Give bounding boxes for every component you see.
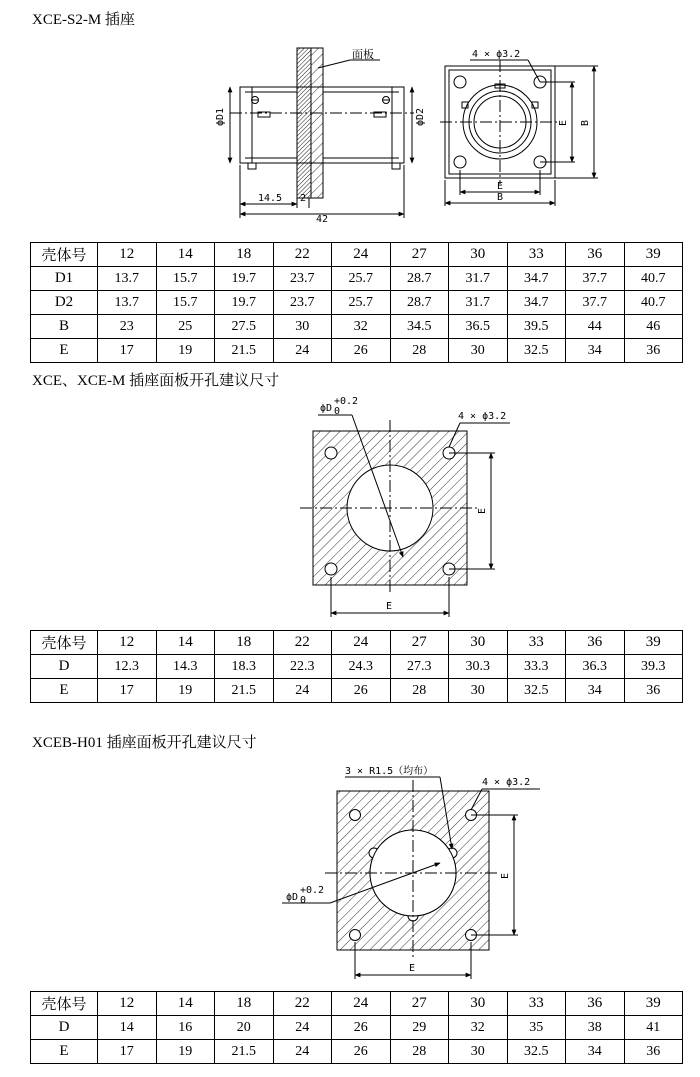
row-label-cell: B: [31, 315, 98, 339]
row-label-cell: E: [31, 1040, 98, 1064]
table-cell: 22.3: [273, 655, 332, 679]
table-cell: 30: [449, 679, 508, 703]
table-cell: 23: [98, 315, 157, 339]
d1-label: ϕD1: [215, 107, 226, 126]
table-cell: 18: [215, 992, 274, 1016]
e-label-side: E: [558, 119, 569, 126]
table-row: [31, 315, 683, 339]
table-cell: 40.7: [624, 267, 683, 291]
table-row: [31, 267, 683, 291]
row-label-cell: 壳体号: [31, 631, 98, 655]
table-cell: 36: [566, 243, 625, 267]
table-cell: 26: [332, 1016, 391, 1040]
receptacle-drawing: [0, 0, 700, 235]
row-label-cell: E: [31, 339, 98, 363]
table-cell: 33: [507, 631, 566, 655]
table-cell: 34.7: [507, 267, 566, 291]
table-cell: 24: [332, 992, 391, 1016]
b-label-side: B: [580, 119, 591, 126]
holes-label-2: 4 × ϕ3.2: [458, 411, 507, 422]
table-cell: 13.7: [98, 291, 157, 315]
d-tol-lower: 0: [334, 406, 341, 417]
row-label-cell: 壳体号: [31, 243, 98, 267]
table-cell: 21.5: [215, 679, 274, 703]
table-cell: 34: [566, 339, 625, 363]
table-cell: 23.7: [273, 267, 332, 291]
table-cell: 22: [273, 631, 332, 655]
table-cell: 14: [156, 243, 215, 267]
table-cell: 17: [98, 1040, 157, 1064]
table-cell: 40.7: [624, 291, 683, 315]
table-cell: 19: [156, 339, 215, 363]
holes-label: 4 × ϕ3.2: [472, 49, 521, 60]
table-cell: 39.3: [624, 655, 683, 679]
table-cell: 34: [566, 679, 625, 703]
table-cell: 33: [507, 992, 566, 1016]
table-cell: 15.7: [156, 291, 215, 315]
table-cell: 19: [156, 1040, 215, 1064]
table-header-row: [31, 992, 683, 1016]
table-cell: 37.7: [566, 267, 625, 291]
row-label-cell: D: [31, 1016, 98, 1040]
table-cell: 28: [390, 679, 449, 703]
table-cell: 28.7: [390, 291, 449, 315]
spec-table-1: [30, 242, 683, 363]
spec-table-3: [30, 991, 683, 1064]
table-cell: 30: [449, 992, 508, 1016]
table-cell: 24: [273, 679, 332, 703]
table-cell: 26: [332, 679, 391, 703]
e-label-side-3: E: [500, 872, 511, 879]
table-cell: 24: [273, 1040, 332, 1064]
table-cell: 26: [332, 1040, 391, 1064]
panel-cutout-drawing-2: [0, 755, 700, 990]
b-label-bottom: B: [497, 192, 504, 203]
table-cell: 24: [273, 339, 332, 363]
table-cell: 36: [566, 631, 625, 655]
table-cell: 39.5: [507, 315, 566, 339]
table-cell: 17: [98, 679, 157, 703]
table-cell: 12: [98, 992, 157, 1016]
table-cell: 12.3: [98, 655, 157, 679]
table-cell: 23.7: [273, 291, 332, 315]
table-row: [31, 339, 683, 363]
table-cell: 25: [156, 315, 215, 339]
table-cell: 30: [449, 1040, 508, 1064]
table-cell: 34: [566, 1040, 625, 1064]
table-cell: 27: [390, 631, 449, 655]
row-label-cell: E: [31, 679, 98, 703]
row-label-cell: 壳体号: [31, 992, 98, 1016]
table-cell: 28: [390, 339, 449, 363]
table-cell: 19.7: [215, 291, 274, 315]
table-cell: 12: [98, 243, 157, 267]
dim-42: 42: [316, 214, 329, 225]
table-cell: 12: [98, 631, 157, 655]
table-cell: 30: [449, 631, 508, 655]
table-cell: 24: [332, 243, 391, 267]
table-cell: 24: [332, 631, 391, 655]
table-cell: 32.5: [507, 679, 566, 703]
d-tol-upper-3: +0.2: [300, 885, 325, 896]
table-cell: 16: [156, 1016, 215, 1040]
row-label-cell: D2: [31, 291, 98, 315]
table-cell: 39: [624, 243, 683, 267]
table-cell: 21.5: [215, 1040, 274, 1064]
table-cell: 33: [507, 243, 566, 267]
table-cell: 36.3: [566, 655, 625, 679]
table-cell: 28: [390, 1040, 449, 1064]
table-cell: 19: [156, 679, 215, 703]
table-cell: 20: [215, 1016, 274, 1040]
table-cell: 31.7: [449, 267, 508, 291]
table-cell: 32.5: [507, 1040, 566, 1064]
table-cell: 15.7: [156, 267, 215, 291]
table-header-row: [31, 631, 683, 655]
table-cell: 19.7: [215, 267, 274, 291]
table-cell: 25.7: [332, 291, 391, 315]
table-cell: 38: [566, 1016, 625, 1040]
table-cell: 18: [215, 243, 274, 267]
dim-2: 2: [300, 193, 307, 204]
table-cell: 39: [624, 992, 683, 1016]
table-cell: 35: [507, 1016, 566, 1040]
d-tol-lower-3: 0: [300, 895, 307, 906]
table-header-row: [31, 243, 683, 267]
table-cell: 32.5: [507, 339, 566, 363]
table-cell: 44: [566, 315, 625, 339]
table-cell: 32: [449, 1016, 508, 1040]
table-cell: 37.7: [566, 291, 625, 315]
table-cell: 34.7: [507, 291, 566, 315]
table-cell: 14: [98, 1016, 157, 1040]
table-cell: 41: [624, 1016, 683, 1040]
table-cell: 32: [332, 315, 391, 339]
table-cell: 14: [156, 631, 215, 655]
table-row: [31, 655, 683, 679]
d-tol-upper: +0.2: [334, 396, 359, 407]
e-label-bottom-3: E: [409, 963, 416, 974]
table-cell: 17: [98, 339, 157, 363]
table-cell: 39: [624, 631, 683, 655]
table-cell: 36.5: [449, 315, 508, 339]
table-cell: 22: [273, 243, 332, 267]
table-cell: 13.7: [98, 267, 157, 291]
table-row: [31, 1016, 683, 1040]
table-row: [31, 679, 683, 703]
holes-label-3: 4 × ϕ3.2: [482, 777, 531, 788]
table-cell: 27.3: [390, 655, 449, 679]
row-label-cell: D: [31, 655, 98, 679]
table-cell: 24.3: [332, 655, 391, 679]
table-row: [31, 1040, 683, 1064]
table-cell: 30: [449, 243, 508, 267]
panel-label: 面板: [352, 49, 374, 61]
table-cell: 14: [156, 992, 215, 1016]
e-label-bottom: E: [497, 181, 504, 192]
d-label-3: ϕD: [286, 892, 299, 903]
keys-label: 3 × R1.5（均布）: [345, 766, 434, 777]
table-cell: 30: [273, 315, 332, 339]
table-cell: 21.5: [215, 339, 274, 363]
table-cell: 29: [390, 1016, 449, 1040]
table-cell: 30: [449, 339, 508, 363]
d-label: ϕD: [320, 403, 333, 414]
e-label-bottom-2: E: [386, 601, 393, 612]
table-cell: 36: [624, 339, 683, 363]
dim-14-5: 14.5: [258, 193, 283, 204]
section2-title: XCE、XCE-M 插座面板开孔建议尺寸: [32, 373, 280, 389]
e-label-side-2: E: [477, 507, 488, 514]
table-cell: 27.5: [215, 315, 274, 339]
table-row: [31, 291, 683, 315]
table-cell: 30.3: [449, 655, 508, 679]
section1-title: XCE-S2-M 插座: [32, 12, 135, 28]
table-cell: 33.3: [507, 655, 566, 679]
table-cell: 27: [390, 992, 449, 1016]
spec-table-2: [30, 630, 683, 703]
table-cell: 25.7: [332, 267, 391, 291]
table-cell: 18.3: [215, 655, 274, 679]
table-cell: 36: [566, 992, 625, 1016]
section3-title: XCEB-H01 插座面板开孔建议尺寸: [32, 735, 257, 751]
table-cell: 14.3: [156, 655, 215, 679]
table-cell: 24: [273, 1016, 332, 1040]
table-cell: 26: [332, 339, 391, 363]
table-cell: 36: [624, 679, 683, 703]
table-cell: 46: [624, 315, 683, 339]
table-cell: 22: [273, 992, 332, 1016]
table-cell: 28.7: [390, 267, 449, 291]
table-cell: 34.5: [390, 315, 449, 339]
table-cell: 31.7: [449, 291, 508, 315]
table-cell: 36: [624, 1040, 683, 1064]
table-cell: 27: [390, 243, 449, 267]
panel-cutout-drawing-1: [0, 385, 700, 625]
row-label-cell: D1: [31, 267, 98, 291]
table-cell: 18: [215, 631, 274, 655]
d2-label: ϕD2: [415, 107, 426, 126]
